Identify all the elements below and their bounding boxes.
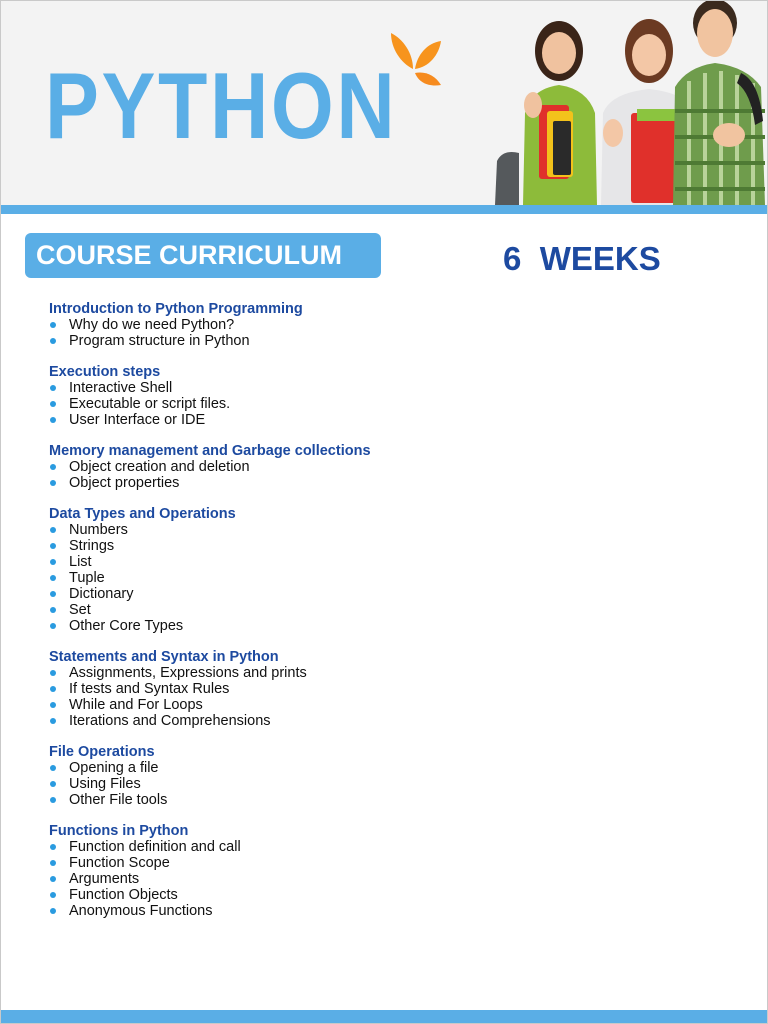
curriculum-section xyxy=(49,443,509,491)
footer-accent-band xyxy=(1,1010,767,1023)
bullet-icon xyxy=(50,908,56,914)
curriculum-section xyxy=(49,301,509,349)
list-item xyxy=(49,681,509,697)
leaf-logo-icon xyxy=(387,29,443,89)
list-item-text: While and For Loops xyxy=(69,697,203,713)
section-item-list xyxy=(49,317,509,349)
list-item xyxy=(49,380,509,396)
section-item-list xyxy=(49,760,509,808)
bullet-icon xyxy=(50,686,56,692)
list-item xyxy=(49,665,509,681)
bullet-icon xyxy=(50,876,56,882)
bullet-icon xyxy=(50,702,56,708)
section-item-list xyxy=(49,839,509,919)
list-item-text: Opening a file xyxy=(69,760,159,776)
list-item-text: If tests and Syntax Rules xyxy=(69,681,230,697)
list-item-text: Assignments, Expressions and prints xyxy=(69,665,307,681)
list-item xyxy=(49,713,509,729)
list-item-text: Iterations and Comprehensions xyxy=(69,713,271,729)
curriculum-sections xyxy=(49,301,509,934)
bullet-icon xyxy=(50,559,56,565)
curriculum-section xyxy=(49,823,509,919)
list-item-text: Other File tools xyxy=(69,792,168,808)
list-item-text: Executable or script files. xyxy=(69,396,231,412)
bullet-icon xyxy=(50,527,56,533)
list-item xyxy=(49,871,509,887)
curriculum-section xyxy=(49,506,509,634)
list-item-text: Object properties xyxy=(69,475,180,491)
list-item-text: Object creation and deletion xyxy=(69,459,250,475)
bullet-icon xyxy=(50,781,56,787)
section-title: Execution steps xyxy=(49,364,161,380)
list-item xyxy=(49,317,509,333)
list-item-text: Numbers xyxy=(69,522,128,538)
bullet-icon xyxy=(50,670,56,676)
list-item-text: User Interface or IDE xyxy=(69,412,206,428)
list-item xyxy=(49,333,509,349)
list-item xyxy=(49,792,509,808)
curriculum-section xyxy=(49,649,509,729)
bullet-icon xyxy=(50,844,56,850)
bullet-icon xyxy=(50,860,56,866)
list-item-text: Dictionary xyxy=(69,586,134,602)
python-logo-text: PYTHON xyxy=(45,53,398,158)
course-duration: 6 WEEKS xyxy=(503,240,661,277)
list-item-text: Function definition and call xyxy=(69,839,241,855)
section-title: File Operations xyxy=(49,744,155,760)
list-item-text: List xyxy=(69,554,92,570)
list-item-text: Why do we need Python? xyxy=(69,317,235,333)
list-item xyxy=(49,475,509,491)
students-photo xyxy=(489,1,767,205)
curriculum-section xyxy=(49,364,509,428)
section-title: Functions in Python xyxy=(49,823,189,839)
section-item-list xyxy=(49,665,509,729)
list-item xyxy=(49,760,509,776)
list-item xyxy=(49,855,509,871)
list-item xyxy=(49,903,509,919)
list-item-text: Anonymous Functions xyxy=(69,903,213,919)
bullet-icon xyxy=(50,623,56,629)
list-item-text: Other Core Types xyxy=(69,618,184,634)
list-item-text: Set xyxy=(69,602,91,618)
bullet-icon xyxy=(50,765,56,771)
list-item xyxy=(49,586,509,602)
list-item xyxy=(49,618,509,634)
bullet-icon xyxy=(50,591,56,597)
list-item-text: Interactive Shell xyxy=(69,380,173,396)
section-title: Statements and Syntax in Python xyxy=(49,649,279,665)
list-item xyxy=(49,412,509,428)
bullet-icon xyxy=(50,480,56,486)
bullet-icon xyxy=(50,401,56,407)
bullet-icon xyxy=(50,417,56,423)
list-item xyxy=(49,554,509,570)
list-item xyxy=(49,697,509,713)
list-item xyxy=(49,522,509,538)
bullet-icon xyxy=(50,892,56,898)
bullet-icon xyxy=(50,718,56,724)
list-item xyxy=(49,839,509,855)
list-item xyxy=(49,396,509,412)
list-item-text: Tuple xyxy=(69,570,105,586)
header-accent-band xyxy=(1,205,767,214)
list-item-text: Using Files xyxy=(69,776,141,792)
section-item-list xyxy=(49,459,509,491)
section-item-list xyxy=(49,380,509,428)
bullet-icon xyxy=(50,543,56,549)
bullet-icon xyxy=(50,464,56,470)
list-item xyxy=(49,459,509,475)
section-title: Memory management and Garbage collections xyxy=(49,443,371,459)
bullet-icon xyxy=(50,797,56,803)
list-item-text: Strings xyxy=(69,538,115,554)
list-item xyxy=(49,887,509,903)
list-item-text: Program structure in Python xyxy=(69,333,250,349)
list-item-text: Function Scope xyxy=(69,855,170,871)
section-title: Data Types and Operations xyxy=(49,506,236,522)
bullet-icon xyxy=(50,385,56,391)
list-item-text: Arguments xyxy=(69,871,140,887)
section-item-list xyxy=(49,522,509,634)
list-item xyxy=(49,776,509,792)
section-title: Introduction to Python Programming xyxy=(49,301,303,317)
list-item xyxy=(49,538,509,554)
bullet-icon xyxy=(50,607,56,613)
header-banner xyxy=(1,1,767,205)
list-item-text: Function Objects xyxy=(69,887,178,903)
course-curriculum-badge: COURSE CURRICULUM xyxy=(25,233,381,278)
bullet-icon xyxy=(50,575,56,581)
curriculum-section xyxy=(49,744,509,808)
list-item xyxy=(49,570,509,586)
list-item xyxy=(49,602,509,618)
bullet-icon xyxy=(50,338,56,344)
bullet-icon xyxy=(50,322,56,328)
